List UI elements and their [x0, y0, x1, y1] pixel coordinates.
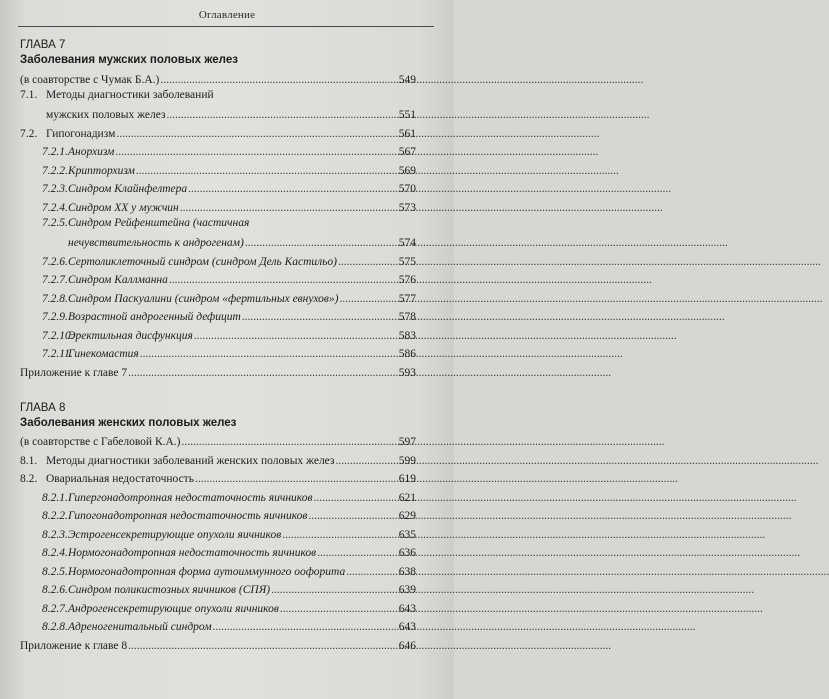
- entry-title: Синдром Каллманна: [68, 274, 168, 286]
- chapter-heading: ГЛАВА 8: [20, 401, 66, 414]
- page-number: 619: [398, 473, 416, 485]
- entry-title: Методы диагностики заболеваний: [46, 88, 214, 101]
- entry-title: Синдром XX у мужчин: [68, 201, 179, 214]
- page-number: 621: [398, 491, 416, 504]
- entry-title: Синдром Паскуалини (синдром «фертильных евнухов»): [68, 292, 339, 305]
- entry-title: Методы диагностики заболеваний женских половых желез: [46, 454, 335, 467]
- dot-leader: [335, 454, 397, 469]
- page-number: 577: [398, 292, 416, 305]
- toc-entry[interactable]: [20, 233, 416, 252]
- page-number: 638: [398, 565, 416, 578]
- toc-entry[interactable]: [20, 450, 416, 469]
- entry-number: 8.2.5.: [42, 565, 68, 578]
- dot-leader: [245, 236, 398, 251]
- page-number: 569: [398, 164, 416, 177]
- page-number: 549: [398, 73, 416, 86]
- dot-leader: [339, 292, 397, 307]
- toc-entry[interactable]: [20, 288, 416, 307]
- chapter-8: [20, 401, 416, 654]
- page-number: 597: [398, 436, 416, 448]
- page-number: 567: [398, 146, 416, 158]
- chapter-title: Заболевания мужских половых желез: [20, 54, 238, 66]
- entry-title: Синдром поликистозных яичников (СПЯ): [68, 584, 271, 596]
- entry-number: 7.2.1.: [42, 146, 68, 158]
- dot-leader: [195, 472, 398, 487]
- entry-number: 8.2.3.: [42, 528, 68, 541]
- entry-number: 7.2.3.: [42, 183, 68, 195]
- toc-entry[interactable]: [20, 487, 416, 506]
- entry-number: 7.1.: [20, 88, 38, 101]
- toc-entry[interactable]: [20, 251, 416, 270]
- chapter-7: [20, 38, 416, 381]
- dot-leader: [271, 583, 398, 598]
- toc-entry[interactable]: [20, 197, 416, 216]
- toc-entry-first-line: [20, 88, 416, 105]
- entry-number: 8.1.: [20, 454, 38, 467]
- page-number: 639: [398, 584, 416, 596]
- toc-entry[interactable]: [20, 561, 416, 580]
- entry-title: Анорхизм: [68, 146, 115, 158]
- toc-entry[interactable]: [20, 105, 416, 124]
- dot-leader: [194, 329, 398, 344]
- page-number: 578: [398, 311, 416, 323]
- toc-entry[interactable]: [20, 142, 416, 161]
- toc-entry[interactable]: [20, 123, 416, 142]
- entry-number: 8.2.: [20, 473, 38, 485]
- dot-leader: [280, 602, 398, 617]
- page-number: 593: [398, 366, 416, 379]
- page-number: 636: [398, 547, 416, 559]
- entry-title: Гипогонадизм: [46, 127, 116, 140]
- entry-title: Нормогонадотропная недостаточность яичников: [68, 547, 317, 559]
- entry-title: Возрастной андрогенный дефицит: [68, 311, 241, 323]
- entry-title: Эректильная дисфункция: [68, 329, 193, 342]
- page-number: 629: [398, 510, 416, 522]
- chapter-title: Заболевания женских половых желез: [20, 416, 237, 429]
- entry-number: 7.2.: [20, 127, 38, 140]
- page-number: 575: [398, 255, 416, 268]
- dot-leader: [160, 73, 397, 88]
- toc-entry[interactable]: [20, 543, 416, 562]
- page-number: 573: [398, 201, 416, 214]
- chapter-gap: [20, 381, 416, 401]
- header-rule: [18, 26, 434, 27]
- dot-leader: [128, 639, 398, 654]
- dot-leader: [213, 620, 398, 635]
- dot-leader: [346, 565, 398, 580]
- dot-leader: [338, 255, 398, 270]
- entry-number: 8.2.4.: [42, 547, 68, 559]
- dot-leader: [140, 347, 398, 362]
- dot-leader: [188, 182, 398, 197]
- entry-title: Адреногенитальный синдром: [68, 621, 212, 633]
- page-number: 551: [398, 109, 416, 121]
- dot-leader: [314, 491, 398, 506]
- entry-title: Гипергонадотропная недостаточность яичников: [68, 491, 313, 504]
- entry-number: 7.2.9.: [42, 311, 68, 323]
- page-number: 586: [398, 348, 416, 360]
- toc-entry[interactable]: [20, 432, 416, 451]
- toc-entry[interactable]: [20, 344, 416, 363]
- toc-entry[interactable]: [20, 307, 416, 326]
- dot-leader: [180, 201, 398, 216]
- page-number: 599: [398, 454, 416, 467]
- entry-title: Синдром Клайнфелтера: [68, 183, 188, 195]
- page-number: 643: [398, 602, 416, 615]
- toc-entry[interactable]: [20, 160, 416, 179]
- entry-number: 8.2.1.: [42, 491, 68, 504]
- dot-leader: [317, 546, 398, 561]
- entry-title: Нормогонадотропная форма аутоиммунного оофорита: [68, 565, 346, 578]
- toc-entry[interactable]: [20, 580, 416, 599]
- dot-leader: [128, 366, 398, 381]
- dot-leader: [115, 145, 397, 160]
- entry-title: (в соавторстве с Габеловой К.А.): [20, 436, 181, 448]
- page-number: 561: [398, 127, 416, 140]
- entry-number: 7.2.4.: [42, 201, 68, 214]
- toc-entry[interactable]: [20, 270, 416, 289]
- toc-entry-first-line: [20, 216, 416, 233]
- page-number: 643: [398, 621, 416, 633]
- entry-title: Приложение к главе 8: [20, 639, 128, 652]
- entry-number: 7.2.11.: [42, 348, 73, 360]
- chapter-entries: [20, 432, 416, 654]
- page-number: 576: [398, 274, 416, 286]
- toc-entry[interactable]: [20, 69, 416, 88]
- entry-title: Синдром Рейфенштейна (частичная: [68, 216, 250, 229]
- page-number: 574: [398, 237, 416, 249]
- toc-entry[interactable]: [20, 635, 416, 654]
- entry-title: Крипторхизм: [68, 164, 135, 177]
- dot-leader: [182, 435, 398, 450]
- entry-number: 7.2.7.: [42, 274, 68, 286]
- entry-title: Сертоликлеточный синдром (синдром Дель Кастильо): [68, 255, 337, 268]
- entry-title: Гинекомастия: [68, 348, 139, 360]
- dot-leader: [242, 310, 398, 325]
- page-number: 570: [398, 183, 416, 195]
- running-head: Оглавление: [198, 9, 256, 21]
- entry-number: 7.2.5.: [42, 216, 68, 229]
- page-number: 583: [398, 329, 416, 342]
- toc-entry[interactable]: [20, 362, 416, 381]
- entry-title: Приложение к главе 7: [20, 366, 128, 379]
- dot-leader: [167, 108, 398, 123]
- page-number: 635: [398, 528, 416, 541]
- toc-entry[interactable]: [20, 506, 416, 525]
- toc-entry[interactable]: [20, 469, 416, 488]
- dot-leader: [308, 509, 397, 524]
- toc-entry[interactable]: [20, 325, 416, 344]
- entry-number: 8.2.2.: [42, 510, 68, 522]
- entry-number: 8.2.6.: [42, 584, 68, 596]
- dot-leader: [116, 127, 397, 142]
- dot-leader: [169, 273, 398, 288]
- entry-number: 8.2.7.: [42, 602, 68, 615]
- entry-number: 7.2.8.: [42, 292, 68, 305]
- dot-leader: [136, 164, 398, 179]
- entry-title-continued: мужских половых желез: [46, 109, 166, 121]
- chapter-heading: ГЛАВА 7: [20, 39, 66, 51]
- toc-entry[interactable]: [20, 617, 416, 636]
- toc-entry[interactable]: [20, 179, 416, 198]
- chapter-entries: [20, 69, 416, 381]
- table-of-contents: [20, 38, 416, 654]
- entry-title: Андрогенсекретирующие опухоли яичников: [68, 602, 279, 615]
- entry-title: (в соавторстве с Чумак Б.А.): [20, 73, 160, 86]
- toc-entry[interactable]: [20, 598, 416, 617]
- dot-leader: [282, 528, 398, 543]
- toc-entry[interactable]: [20, 524, 416, 543]
- entry-title: Гипогонадотропная недостаточность яичников: [68, 510, 308, 522]
- entry-title: Овариальная недостаточность: [46, 473, 194, 485]
- entry-title: Эстрогенсекретирующие опухоли яичников: [68, 528, 282, 541]
- entry-number: 8.2.8.: [42, 621, 68, 633]
- entry-title-continued: нечувствительность к андрогенам): [68, 237, 244, 249]
- entry-number: 7.2.10.: [42, 329, 74, 342]
- entry-number: 7.2.6.: [42, 255, 68, 268]
- page-number: 646: [398, 639, 416, 652]
- entry-number: 7.2.2.: [42, 164, 68, 177]
